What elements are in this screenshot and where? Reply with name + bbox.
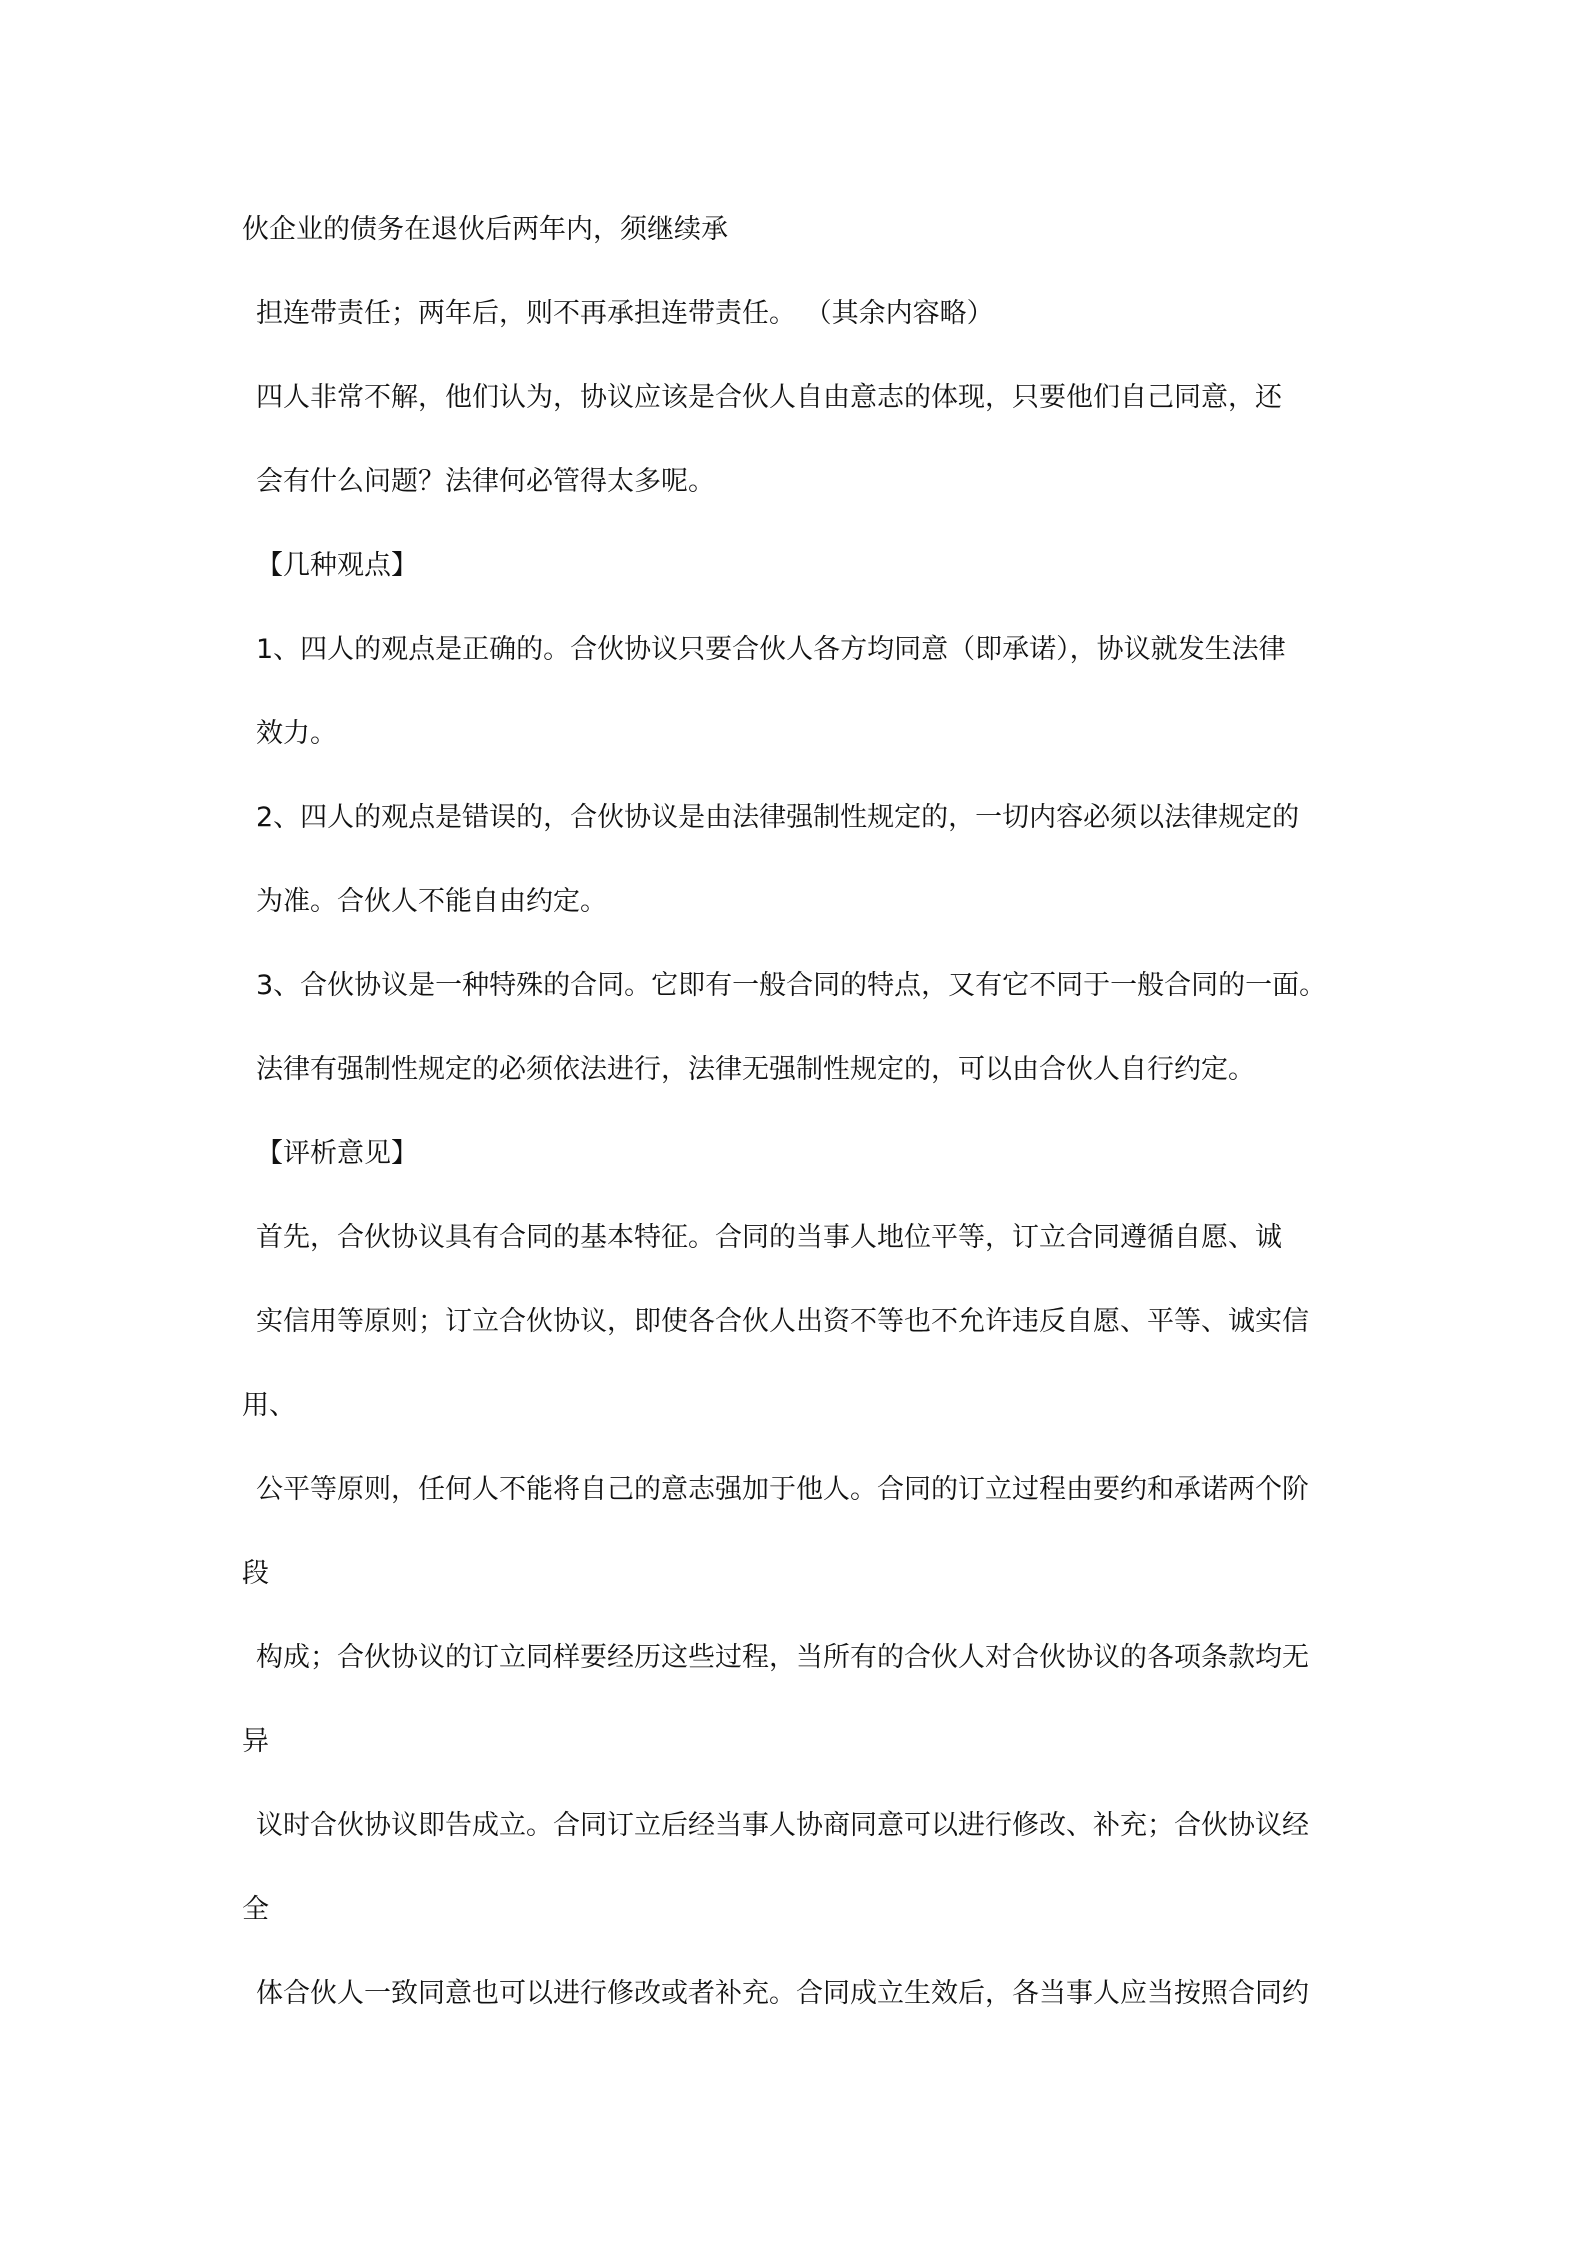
text-line: 为准。合伙人不能自由约定。 — [256, 886, 607, 917]
text-line: 全 — [242, 1894, 269, 1925]
text-line: 实信用等原则；订立合伙协议，即使各合伙人出资不等也不允许违反自愿、平等、诚实信 — [256, 1306, 1309, 1337]
text-line: 担连带责任；两年后，则不再承担连带责任。 （其余内容略） — [256, 298, 994, 329]
text-line: 3、合伙协议是一种特殊的合同。它即有一般合同的特点，又有它不同于一般合同的一面。 — [256, 970, 1327, 1001]
text-line: 体合伙人一致同意也可以进行修改或者补充。合同成立生效后，各当事人应当按照合同约 — [256, 1978, 1309, 2009]
text-line: 用、 — [242, 1390, 296, 1421]
text-line: 效力。 — [256, 718, 337, 749]
text-line: 异 — [242, 1726, 269, 1757]
text-line: 会有什么问题？法律何必管得太多呢。 — [256, 466, 715, 497]
text-line: 四人非常不解，他们认为，协议应该是合伙人自由意志的体现，只要他们自己同意，还 — [256, 382, 1282, 413]
text-line: 1、四人的观点是正确的。合伙协议只要合伙人各方均同意（即承诺），协议就发生法律 — [256, 634, 1286, 665]
text-line: 议时合伙协议即告成立。合同订立后经当事人协商同意可以进行修改、补充；合伙协议经 — [256, 1810, 1309, 1841]
text-line: 首先，合伙协议具有合同的基本特征。合同的当事人地位平等，订立合同遵循自愿、诚 — [256, 1222, 1282, 1253]
text-line: 法律有强制性规定的必须依法进行，法律无强制性规定的，可以由合伙人自行约定。 — [256, 1054, 1255, 1085]
text-line: 2、四人的观点是错误的，合伙协议是由法律强制性规定的，一切内容必须以法律规定的 — [256, 802, 1300, 833]
section-heading: 【几种观点】 — [256, 550, 418, 581]
text-line: 构成；合伙协议的订立同样要经历这些过程，当所有的合伙人对合伙协议的各项条款均无 — [256, 1642, 1309, 1673]
text-line: 伙企业的债务在退伙后两年内，须继续承 — [242, 214, 728, 245]
text-line: 段 — [242, 1558, 269, 1589]
section-heading: 【评析意见】 — [256, 1138, 418, 1169]
text-line: 公平等原则，任何人不能将自己的意志强加于他人。合同的订立过程由要约和承诺两个阶 — [256, 1474, 1309, 1505]
